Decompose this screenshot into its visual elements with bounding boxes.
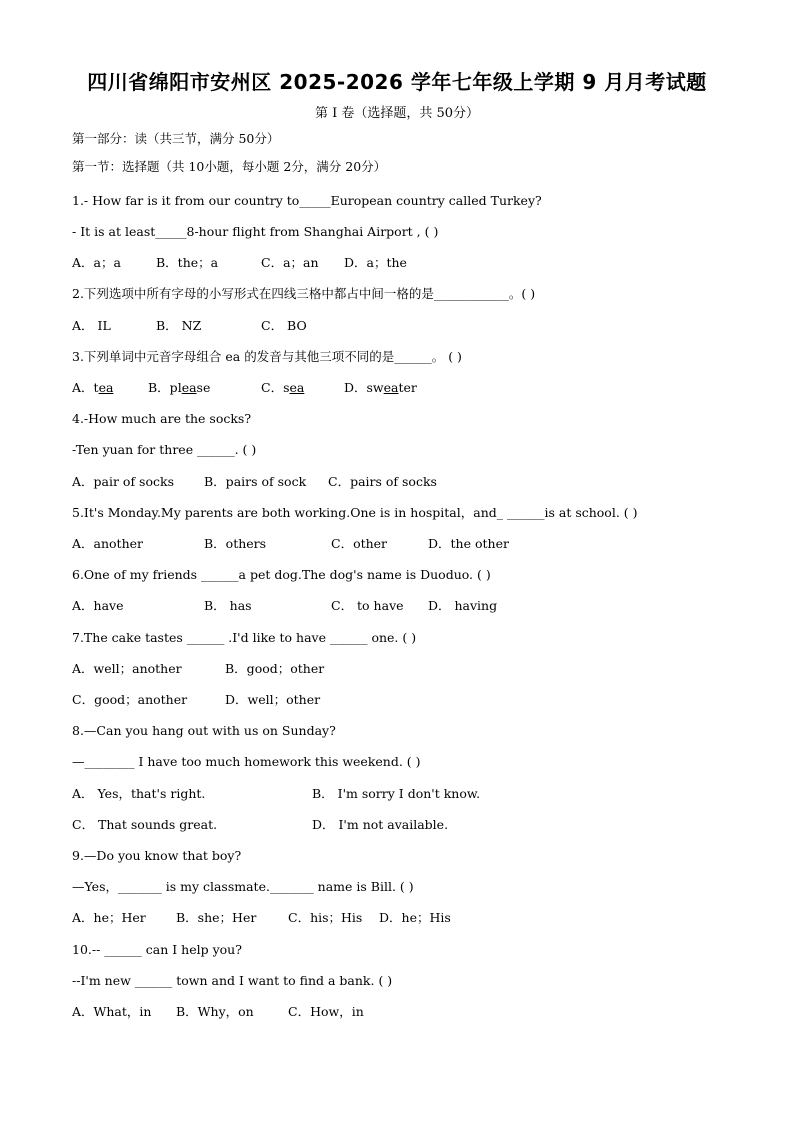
q7-option-d: D．well；other: [225, 692, 321, 707]
q5-option-c: C．other: [331, 536, 388, 551]
q8-stem-line1: 8.—Can you hang out with us on Sunday?: [72, 723, 336, 738]
q10-stem-line1: 10.-- ______ can I help you?: [72, 942, 242, 957]
q1-stem-line1: 1.- How far is it from our country to_____European country called Turkey?: [72, 193, 542, 208]
q6-option-d: D． having: [428, 598, 498, 613]
q7-option-c: C．good；another: [72, 692, 188, 707]
q7-stem: 7.The cake tastes ______ .I'd like to have ______ one. ( ): [72, 630, 417, 645]
q8-option-d: D． I'm not available.: [312, 817, 449, 832]
q4-stem-line2: -Ten yuan for three ______. ( ): [72, 442, 257, 457]
q8-option-a: A． Yes，that's right.: [72, 786, 206, 801]
q1-option-b: B．the；a: [156, 255, 219, 270]
q3-option-a: A．tea: [72, 380, 114, 395]
q1-stem-line2: - It is at least_____8-hour flight from Shanghai Airport , ( ): [72, 224, 439, 239]
q2-stem: 2.下列选项中所有字母的小写形式在四线三格中都占中间一格的是____________。( ): [72, 286, 536, 301]
q3-option-d: D．sweater: [344, 380, 417, 395]
q6-option-c: C． to have: [331, 598, 404, 613]
q5-option-a: A．another: [72, 536, 144, 551]
q2-option-c: C． BO: [261, 318, 307, 333]
q4-option-c: C．pairs of socks: [328, 474, 437, 489]
q8-stem-line2: —________ I have too much homework this weekend. ( ): [72, 754, 421, 769]
q8-option-b: B． I'm sorry I don't know.: [312, 786, 481, 801]
page-title: 四川省绵阳市安州区 2025-2026 学年七年级上学期 9 月月考试题: [87, 70, 707, 94]
q3-option-b: B．please: [148, 380, 211, 395]
q9-option-a: A．he；Her: [72, 910, 146, 925]
q6-option-b: B． has: [204, 598, 252, 613]
paper-subtitle: 第 I 卷（选择题，共 50分）: [314, 106, 480, 121]
q2-option-b: B． NZ: [156, 318, 202, 333]
q6-stem: 6.One of my friends ______a pet dog.The dog's name is Duoduo. ( ): [72, 567, 491, 582]
q3-option-c: C．sea: [261, 380, 305, 395]
q4-option-b: B．pairs of sock: [204, 474, 307, 489]
q5-option-d: D．the other: [428, 536, 509, 551]
q3-stem: 3.下列单词中元音字母组合 ea 的发音与其他三项不同的是______。 ( ): [72, 349, 462, 364]
q10-option-a: A．What，in: [72, 1004, 152, 1019]
q4-stem-line1: 4.-How much are the socks?: [72, 411, 252, 426]
q10-option-c: C．How，in: [288, 1004, 364, 1019]
q10-stem-line2: --I'm new ______ town and I want to find a bank. ( ): [72, 973, 393, 988]
section-heading: 第一节：选择题（共 10小题，每小题 2分，满分 20分）: [72, 159, 387, 174]
q5-option-b: B．others: [204, 536, 267, 551]
q9-option-d: D．he；His: [379, 910, 451, 925]
q2-option-a: A． IL: [72, 318, 111, 333]
q8-option-c: C． That sounds great.: [72, 817, 218, 832]
q1-option-c: C．a；an: [261, 255, 319, 270]
q1-option-d: D．a；the: [344, 255, 407, 270]
q1-option-a: A．a；a: [72, 255, 121, 270]
q6-option-a: A．have: [72, 598, 124, 613]
part-heading: 第一部分：读（共三节，满分 50分）: [72, 131, 280, 146]
q5-stem: 5.It's Monday.My parents are both working.One is in hospital，and_ ______is at school. ( ): [72, 505, 638, 520]
q10-option-b: B．Why，on: [176, 1004, 254, 1019]
q9-option-b: B．she；Her: [176, 910, 257, 925]
q7-option-b: B．good；other: [225, 661, 325, 676]
q9-stem-line2: —Yes，_______ is my classmate._______ name is Bill. ( ): [72, 879, 414, 894]
q7-option-a: A．well；another: [72, 661, 182, 676]
q4-option-a: A．pair of socks: [72, 474, 174, 489]
q9-option-c: C．his；His: [288, 910, 363, 925]
q9-stem-line1: 9.—Do you know that boy?: [72, 848, 242, 863]
